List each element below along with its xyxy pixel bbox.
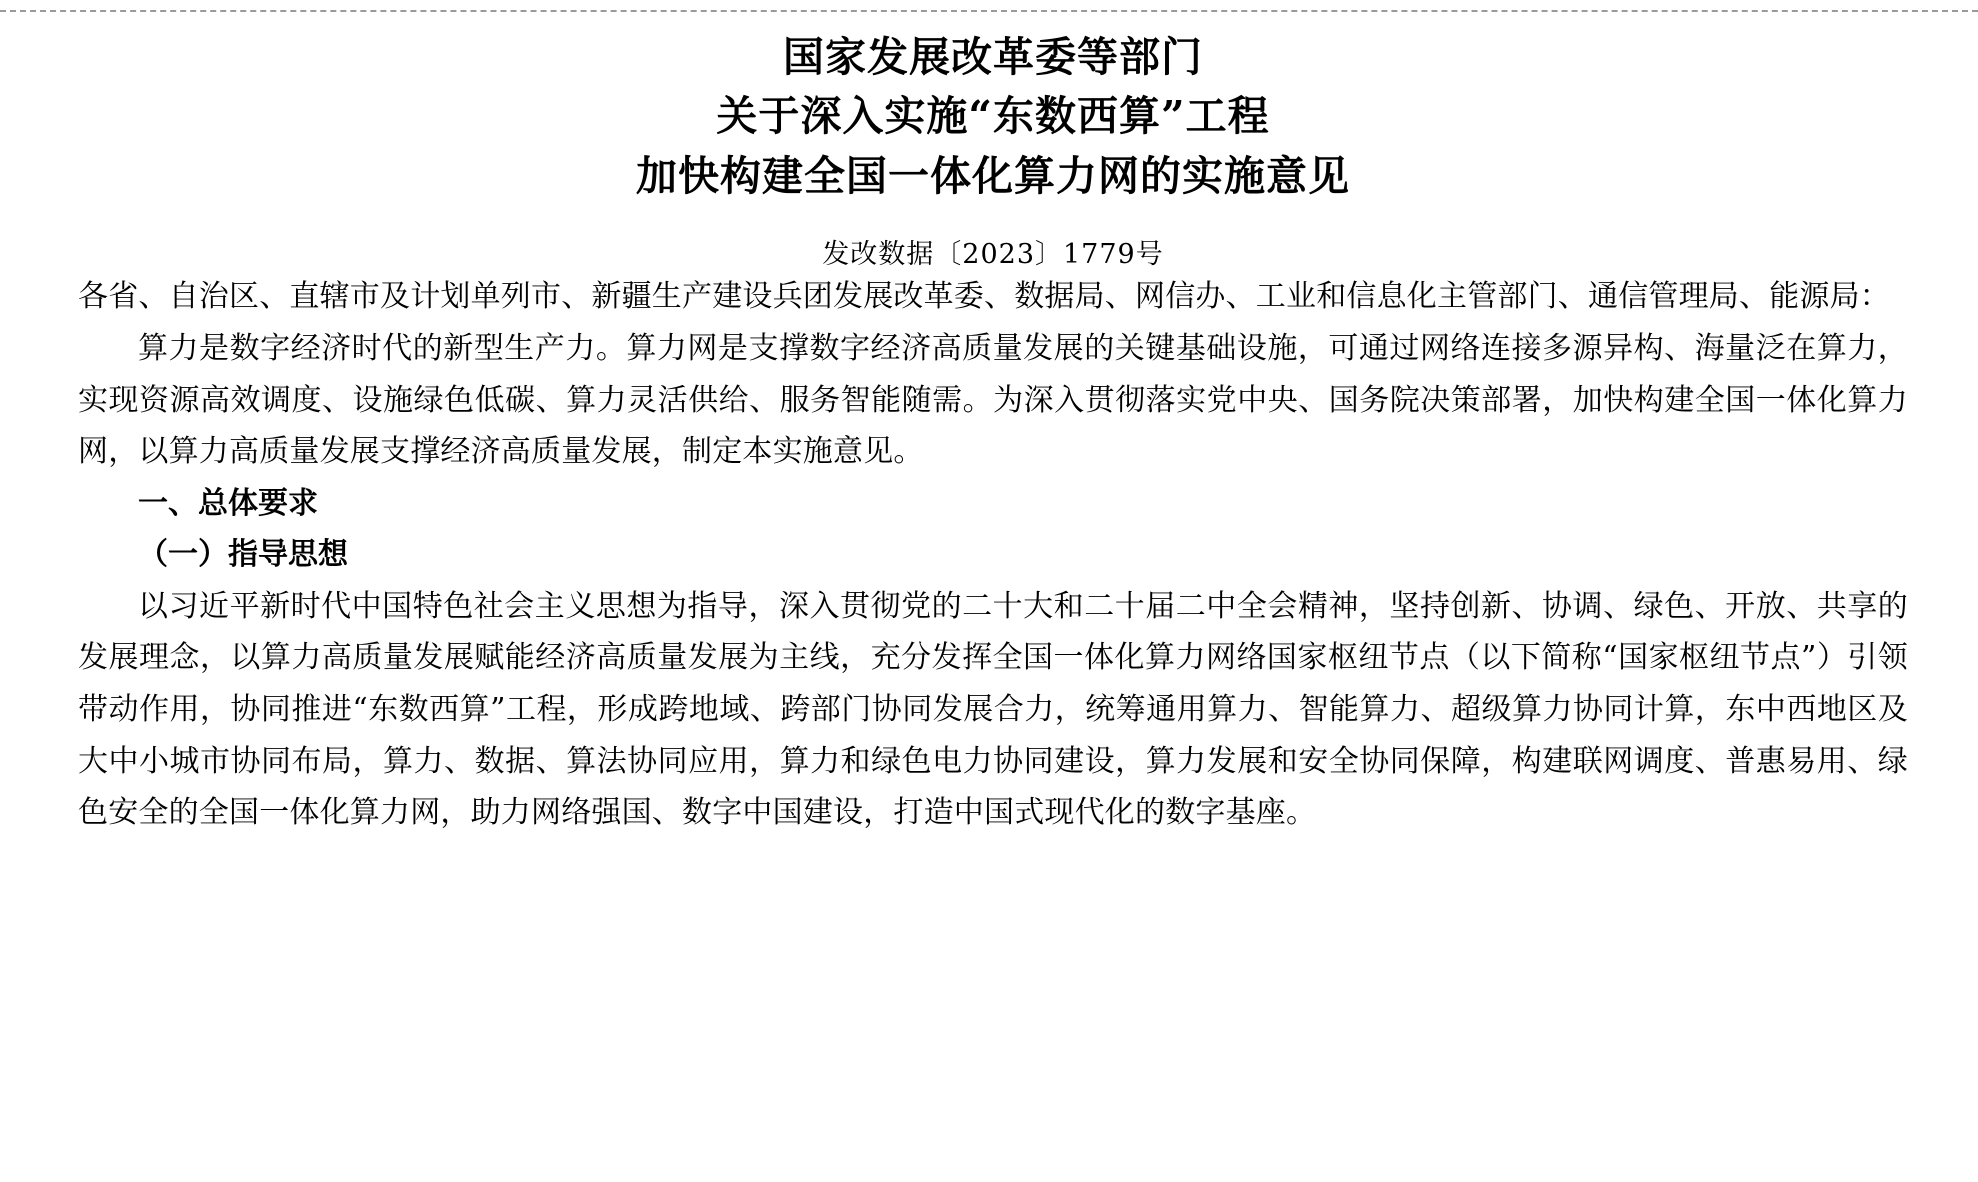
section-heading-1: 一、总体要求 <box>138 485 318 521</box>
title-line-2: 关于深入实施“东数西算”工程 <box>716 92 1270 141</box>
document-content <box>78 28 1908 839</box>
page-top-divider <box>0 10 1978 12</box>
title-line-3: 加快构建全国一体化算力网的实施意见 <box>636 151 1350 200</box>
title-line-1: 国家发展改革委等部门 <box>783 33 1203 81</box>
guiding-ideology-paragraph: 以习近平新时代中国特色社会主义思想为指导，深入贯彻党的二十大和二十届二中全会精神，坚持创新、协调、绿色、开放、共享的发展理念，以算力高质量发展赋能经济高质量发展为主线，充分发挥全国一体化算力网络国家枢纽节点（以下简称“国家枢纽节点”）引领带动作用，协同推进“东数西算”工程，形成跨地域、跨部门协同发展合力，统筹通用算力、智能算力、超级算力协同计算，东中西地区及大中小城市协同布局，算力、数据、算法协同应用，算力和绿色电力协同建设，算力发展和安全协同保障，构建联网调度、普惠易用、绿色安全的全国一体化算力网，助力网络强国、数字中国建设，打造中国式现代化的数字基座。 <box>78 588 1908 831</box>
addressee-line: 各省、自治区、直辖市及计划单列市、新疆生产建设兵团发展改革委、数据局、网信办、工业和信息化主管部门、通信管理局、能源局： <box>78 279 1890 315</box>
subsection-heading-1: （一）指导思想 <box>138 537 348 573</box>
document-number: 发改数据〔2023〕1779号 <box>822 239 1164 271</box>
page-title <box>78 28 1908 206</box>
intro-paragraph: 算力是数字经济时代的新型生产力。算力网是支撑数字经济高质量发展的关键基础设施，可通过网络连接多源异构、海量泛在算力，实现资源高效调度、设施绿色低碳、算力灵活供给、服务智能随需。为深入贯彻落实党中央、国务院决策部署，加快构建全国一体化算力网，以算力高质量发展支撑经济高质量发展，制定本实施意见。 <box>78 330 1908 470</box>
